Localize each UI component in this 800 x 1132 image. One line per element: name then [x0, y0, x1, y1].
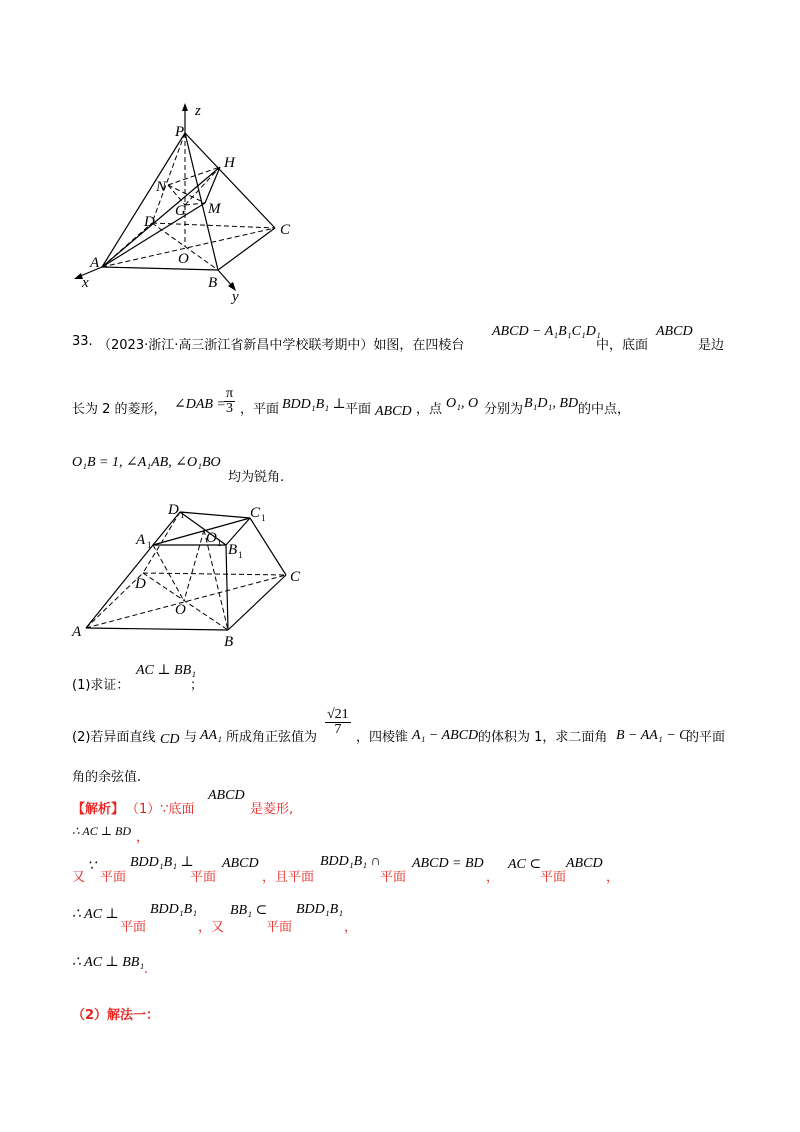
label-O: O: [175, 602, 186, 618]
text-segment: ，: [344, 920, 358, 935]
sub: 1: [180, 510, 185, 520]
text-segment: ，: [136, 830, 150, 845]
math-plane: BDD₁B₁ ⊥: [130, 855, 194, 870]
label-P: P: [175, 124, 185, 140]
math-intersection: ABCD = BD: [412, 856, 484, 871]
text-segment: ，: [606, 870, 620, 885]
math-subset: BB₁ ⊂: [230, 903, 268, 918]
label-D: D: [144, 214, 155, 230]
sub: 1: [238, 550, 243, 560]
problem-source: （2023·浙江·高三浙江省新昌中学校联考期中）如图，在四棱台: [98, 338, 465, 353]
label-y: y: [232, 289, 239, 305]
figure-frustum: [68, 500, 318, 650]
text-segment: 的中点，: [578, 402, 631, 417]
fraction-pi-3: [224, 387, 235, 416]
text-segment: 角的余弦值.: [72, 770, 142, 785]
label-z: z: [195, 103, 201, 119]
math-base: ABCD: [208, 788, 245, 803]
label-A: A: [72, 624, 82, 640]
problem-number: 33.: [72, 334, 93, 349]
text-segment: 平面: [540, 870, 567, 885]
sub: 1: [147, 540, 152, 550]
math-points: O₁, O: [446, 396, 479, 411]
text-segment: 均为锐角.: [228, 470, 285, 485]
label-O: O: [178, 251, 189, 267]
frustum-name: ABCD − A₁B₁C₁D₁: [492, 324, 601, 339]
text-segment: 平面: [120, 920, 147, 935]
text-segment: 所成角正弦值为: [226, 730, 318, 745]
label-A1: A: [136, 532, 146, 548]
text-segment: 平面: [100, 870, 127, 885]
label-D: D: [135, 576, 146, 592]
text-segment: ，且平面: [262, 870, 315, 885]
label-A: A: [90, 255, 100, 271]
math-cd: CD: [160, 732, 180, 747]
question-2-label: (2)若异面直线: [72, 730, 156, 745]
label-C: C: [280, 222, 291, 238]
sub: 1: [261, 513, 266, 523]
label-M: M: [208, 201, 221, 217]
text-segment: 又: [72, 870, 86, 885]
text-segment: ，平面: [240, 402, 280, 417]
text-segment: 的平面: [686, 730, 726, 745]
math-base: ABCD: [375, 404, 412, 419]
question-1-label: (1)求证：: [72, 678, 130, 693]
text-segment: ；: [190, 678, 204, 693]
math-pyramid: A₁ − ABCD: [412, 728, 479, 743]
math-aa1: AA₁: [200, 728, 222, 743]
figure-pyramid: [60, 95, 310, 310]
text-segment: ，四棱锥: [356, 730, 409, 745]
text-segment: 平面: [266, 920, 293, 935]
label-O1: O: [206, 530, 217, 546]
text-segment: 长为 2 的菱形，: [72, 402, 167, 417]
text-segment: 是菱形,: [250, 802, 294, 817]
frac-num: π: [226, 386, 234, 401]
math-step: ∴ AC ⊥ BD: [72, 824, 132, 838]
text-segment: 平面: [345, 402, 372, 417]
math-step: ∴ AC ⊥ BB₁: [72, 955, 145, 970]
label-H: H: [224, 155, 235, 171]
frac-den: 3: [226, 401, 234, 416]
text-segment: （1）∵底面: [126, 802, 195, 817]
text-segment: ，: [486, 870, 500, 885]
text-segment: 是边: [698, 338, 725, 353]
text-segment: 平面: [380, 870, 407, 885]
math-base: ABCD: [566, 856, 603, 871]
label-B: B: [208, 275, 218, 291]
frac-num: √21: [327, 707, 349, 722]
text-segment: 平面: [190, 870, 217, 885]
label-B: B: [224, 634, 234, 650]
solution-header: 【解析】: [72, 802, 125, 817]
method-one-header: （2）解法一：: [72, 1008, 160, 1023]
math-conditions: O₁B = 1, ∠A₁AB, ∠O₁BO: [72, 455, 221, 470]
label-B1: B: [228, 542, 238, 558]
frac-den: 7: [334, 722, 342, 737]
text-segment: 与: [184, 730, 198, 745]
label-G: G: [175, 203, 186, 219]
text-segment: .: [144, 962, 149, 977]
math-plane: BDD₁B₁: [296, 902, 344, 917]
label-C: C: [290, 569, 301, 585]
math-step: ∴ AC ⊥: [72, 907, 119, 922]
math-segments: B₁D₁, BD: [524, 396, 579, 411]
sub: 1: [217, 538, 222, 548]
text-segment: 分别为: [484, 402, 524, 417]
math-plane: BDD₁B₁ ⊥: [282, 397, 346, 412]
angle-dab: ∠DAB =: [174, 397, 226, 412]
math-plane: BDD₁B₁ ∩: [320, 854, 381, 869]
math-base: ABCD: [222, 856, 259, 871]
label-D1: D: [168, 502, 179, 518]
math-dihedral: B − AA₁ − C: [616, 728, 689, 743]
label-x: x: [82, 275, 89, 291]
label-N: N: [156, 179, 167, 195]
label-C1: C: [250, 505, 261, 521]
question-1-math: AC ⊥ BB₁: [136, 663, 197, 678]
math-subset: AC ⊂: [508, 857, 542, 872]
text-segment: ，点: [416, 402, 443, 417]
math-base: ABCD: [656, 324, 693, 339]
math-plane: BDD₁B₁: [150, 902, 198, 917]
text-segment: 中，底面: [596, 338, 649, 353]
fraction-sqrt21-7: [325, 708, 351, 737]
because-symbol: ∵: [87, 859, 96, 874]
text-segment: ，又: [198, 920, 225, 935]
text-segment: 的体积为 1，求二面角: [478, 730, 608, 745]
